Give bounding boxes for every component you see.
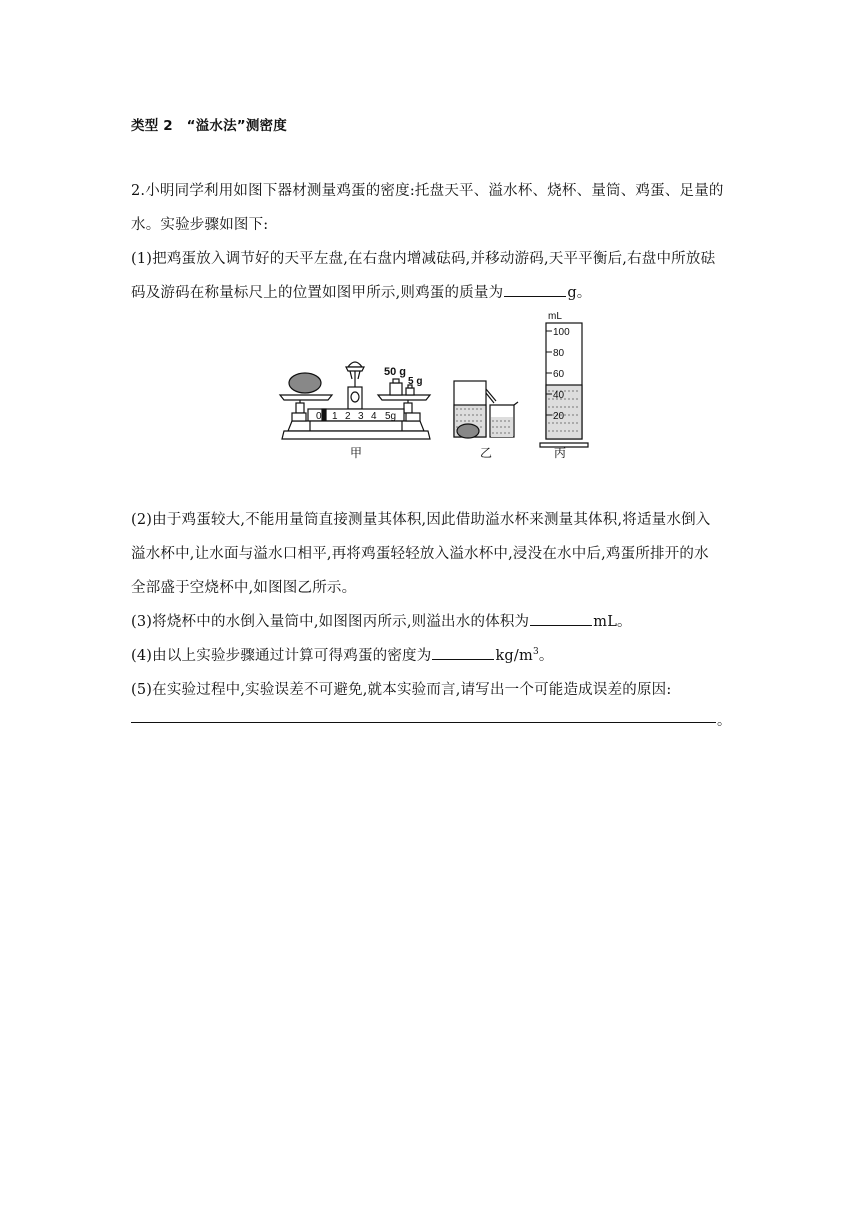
weight-50g bbox=[390, 383, 402, 395]
scale-tick: 4 bbox=[371, 411, 377, 422]
cylinder-tick: 80 bbox=[553, 348, 565, 359]
step3-unit: mL。 bbox=[593, 614, 632, 630]
error-reason-answer-blank[interactable] bbox=[131, 722, 716, 723]
step1-line-2 bbox=[131, 281, 592, 302]
question-line-1: 2.小明同学利用如图下器材测量鸡蛋的密度:托盘天平、溢水杯、烧杯、量筒、鸡蛋、足量的 bbox=[131, 183, 724, 199]
step3-text: (3)将烧杯中的水倒入量筒中,如图图丙所示,则溢出水的体积为 bbox=[131, 614, 530, 630]
volume-answer-blank[interactable] bbox=[530, 613, 592, 626]
weight-5g bbox=[406, 388, 414, 395]
cylinder-tick: 20 bbox=[553, 411, 565, 422]
step3-line bbox=[131, 610, 632, 631]
section-title: 类型 2 “溢水法”测密度 bbox=[131, 118, 287, 134]
cylinder-tick: 40 bbox=[553, 390, 565, 401]
experiment-figure bbox=[270, 305, 590, 465]
density-answer-blank[interactable] bbox=[432, 647, 494, 660]
step4-line bbox=[131, 644, 554, 665]
scale-tick: 0 bbox=[316, 411, 322, 422]
scale-tick: 1 bbox=[332, 411, 338, 422]
cylinder-tick: 100 bbox=[553, 327, 570, 338]
step1-text: 码及游码在称量标尺上的位置如图甲所示,则鸡蛋的质量为 bbox=[131, 285, 504, 301]
step4-unit-exponent: 3 bbox=[532, 647, 539, 658]
step2-line-3: 全部盛于空烧杯中,如图图乙所示。 bbox=[131, 580, 357, 596]
mass-answer-blank[interactable] bbox=[504, 284, 566, 297]
step5-end: 。 bbox=[717, 713, 731, 729]
scale-tick: 5g bbox=[385, 411, 397, 422]
weight-50g-label: 50 g bbox=[384, 366, 407, 378]
step4-unit: kg/m bbox=[495, 648, 533, 664]
step4-end: 。 bbox=[538, 648, 554, 664]
question-line-2: 水。实验步骤如图下: bbox=[131, 217, 269, 233]
figure-label-yi: 乙 bbox=[479, 446, 493, 460]
egg-in-cup bbox=[457, 424, 479, 438]
balance-illustration bbox=[280, 362, 430, 439]
scale-tick: 3 bbox=[358, 411, 364, 422]
step1-unit: g。 bbox=[567, 285, 592, 301]
step2-line-1: (2)由于鸡蛋较大,不能用量筒直接测量其体积,因此借助溢水杯来测量其体积,将适量水倒入 bbox=[131, 512, 711, 528]
egg-on-pan bbox=[289, 373, 321, 393]
cylinder-unit: mL bbox=[548, 311, 562, 322]
weight-5g-label: 5 g bbox=[408, 376, 423, 387]
cylinder-tick: 60 bbox=[553, 369, 565, 380]
step2-line-2: 溢水杯中,让水面与溢水口相平,再将鸡蛋轻轻放入溢水杯中,浸没在水中后,鸡蛋所排开的水 bbox=[131, 546, 709, 562]
step4-text: (4)由以上实验步骤通过计算可得鸡蛋的密度为 bbox=[131, 648, 432, 664]
overflow-cup-illustration bbox=[454, 381, 518, 438]
step1-line-1: (1)把鸡蛋放入调节好的天平左盘,在右盘内增减砝码,并移动游码,天平平衡后,右盘中所放砝 bbox=[131, 251, 716, 267]
figure-label-jia: 甲 bbox=[349, 446, 363, 460]
graduated-cylinder-illustration bbox=[540, 323, 588, 447]
figure-label-bing: 丙 bbox=[553, 446, 567, 460]
scale-tick: 2 bbox=[345, 411, 351, 422]
step5-line: (5)在实验过程中,实验误差不可避免,就本实验而言,请写出一个可能造成误差的原因: bbox=[131, 682, 672, 698]
